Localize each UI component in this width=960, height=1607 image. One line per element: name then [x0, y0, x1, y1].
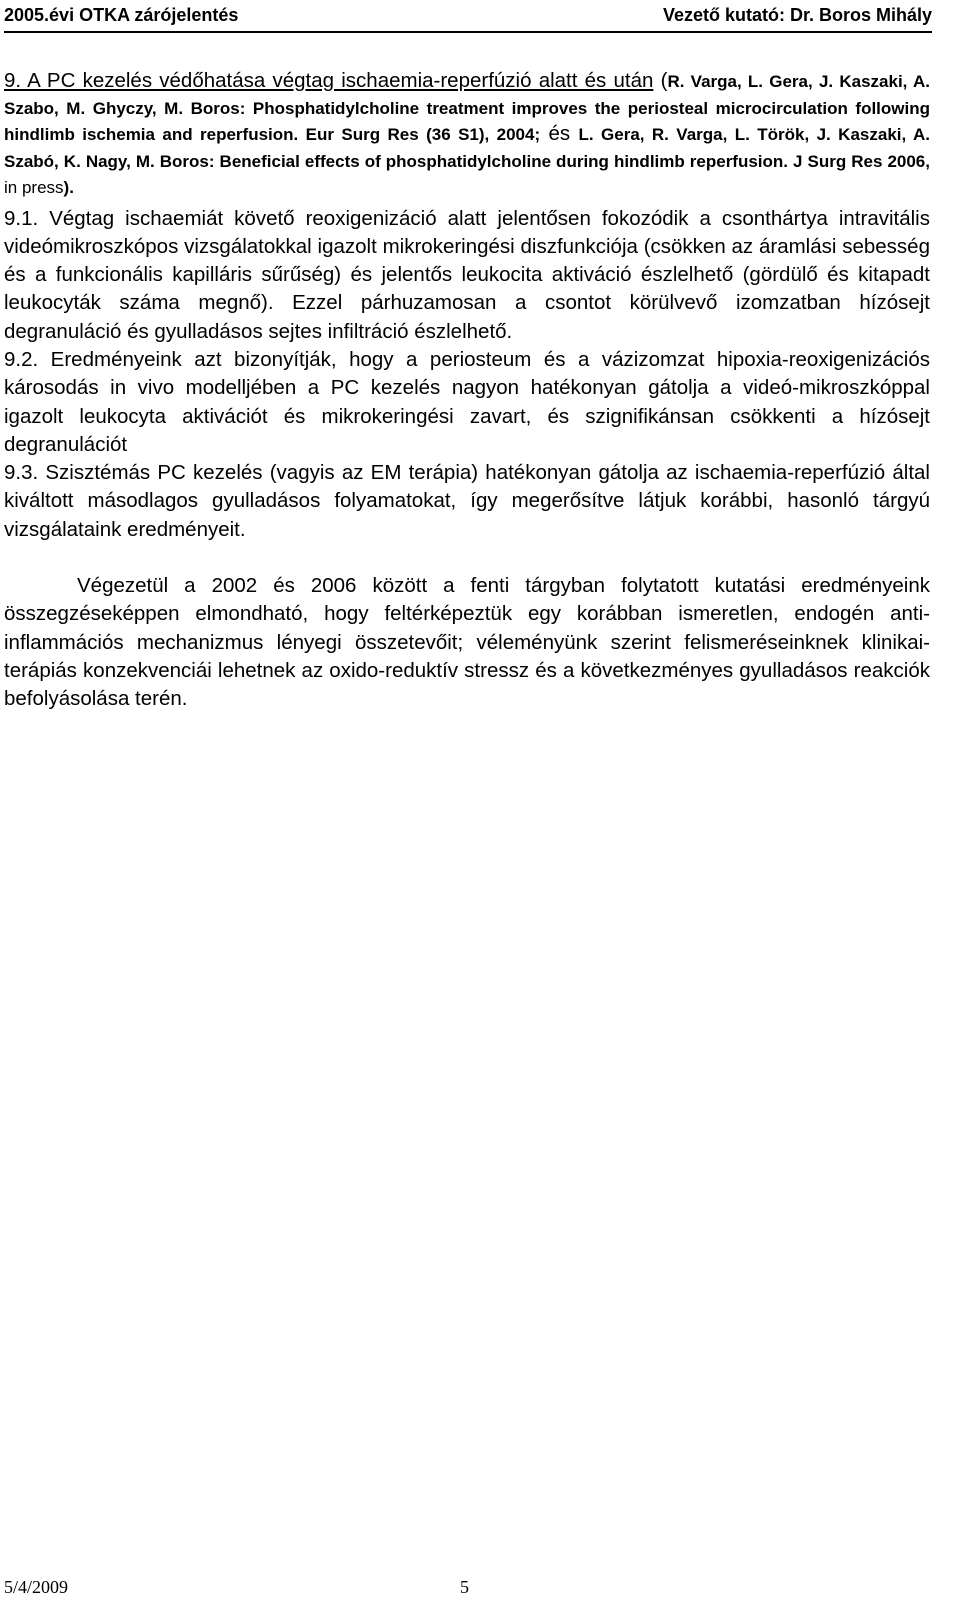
section-heading: [4, 68, 930, 201]
reference-close: ).: [63, 178, 74, 197]
page-header: [4, 2, 932, 28]
principal-investigator: Vezető kutató: Dr. Boros Mihály: [662, 5, 932, 25]
paragraph-9-2: 9.2. Eredményeink azt bizonyítják, hogy a periosteum és a vázizomzat hipoxia-reoxigenizációs károsodás in vivo modelljében a PC kezelés nagyon hatékonyan gátolja a videó-mikroszkóppal igazolt leukocyta aktivációt és mikrokeringési zavart, és szignifikánsan csökkenti a hízósejt degranulációt: [4, 347, 930, 456]
footer-date: 5/4/2009: [4, 1577, 69, 1597]
document-body: [4, 68, 930, 714]
paragraph-9-3: 9.3. Szisztémás PC kezelés (vagyis az EM terápia) hatékonyan gátolja az ischaemia-reperfúzió által kiváltott másodlagos gyulladásos folyamatokat, így megerősítve látjuk korábbi, hasonló tárgyú vizsgálataink eredményeit.: [4, 461, 930, 541]
section-title: 9. A PC kezelés védőhatása végtag ischaemia-reperfúzió alatt és után: [4, 69, 654, 92]
reference-2-status: in press: [4, 178, 64, 197]
open-paren: (: [653, 69, 668, 92]
paragraph-spacer: [4, 544, 930, 572]
conclusion-paragraph: Végezetül a 2002 és 2006 között a fenti tárgyban folytatott kutatási eredményeink összegzéseképpen elmondható, hogy feltérképeztük egy korábban ismeretlen, endogén anti-inflammációs mechanizmus lényegi összetevőit; véleményünk szerint felismeréseinknek klinikai-terápiás konzekvenciái lehetnek az oxido-reduktív stressz és a következményes gyulladásos reakciók befolyásolása terén.: [4, 574, 930, 711]
header-divider: [4, 31, 932, 33]
reference-connector: és: [540, 122, 579, 145]
report-title: 2005.évi OTKA zárójelentés: [4, 5, 239, 25]
reference-1: R. Varga, L. Gera, J. Kaszaki, A. Szabo, M. Ghyczy, M. Boros: Phosphatidylcholine treatment improves the periosteal microcirculation following hindlimb ischemia and reperfusion. Eur Surg Res (36 S1), 2004;: [4, 72, 930, 144]
reference-2: L. Gera, R. Varga, L. Török, J. Kaszaki, A. Szabó, K. Nagy, M. Boros: Beneficial effects of phosphatidylcholine during hindlimb reperfusion. J Surg Res 2006,: [4, 125, 930, 171]
paragraph-9-1: 9.1. Végtag ischaemiát követő reoxigenizáció alatt jelentősen fokozódik a csonthártya intravitális videómikroszkópos vizsgálatokkal igazolt mikrokeringési diszfunkciója (csökken az áramlási sebesség és a funkcionális kapilláris sűrűség) és jelentős leukocita aktiváció észlelhető (gördülő és kitapadt leukocyták száma megnő). Ezzel párhuzamosan a csontot körülvevő izomzatban hízósejt degranuláció és gyulladásos sejtes infiltráció észlelhető.: [4, 206, 930, 343]
page-number: 5: [460, 1577, 469, 1597]
